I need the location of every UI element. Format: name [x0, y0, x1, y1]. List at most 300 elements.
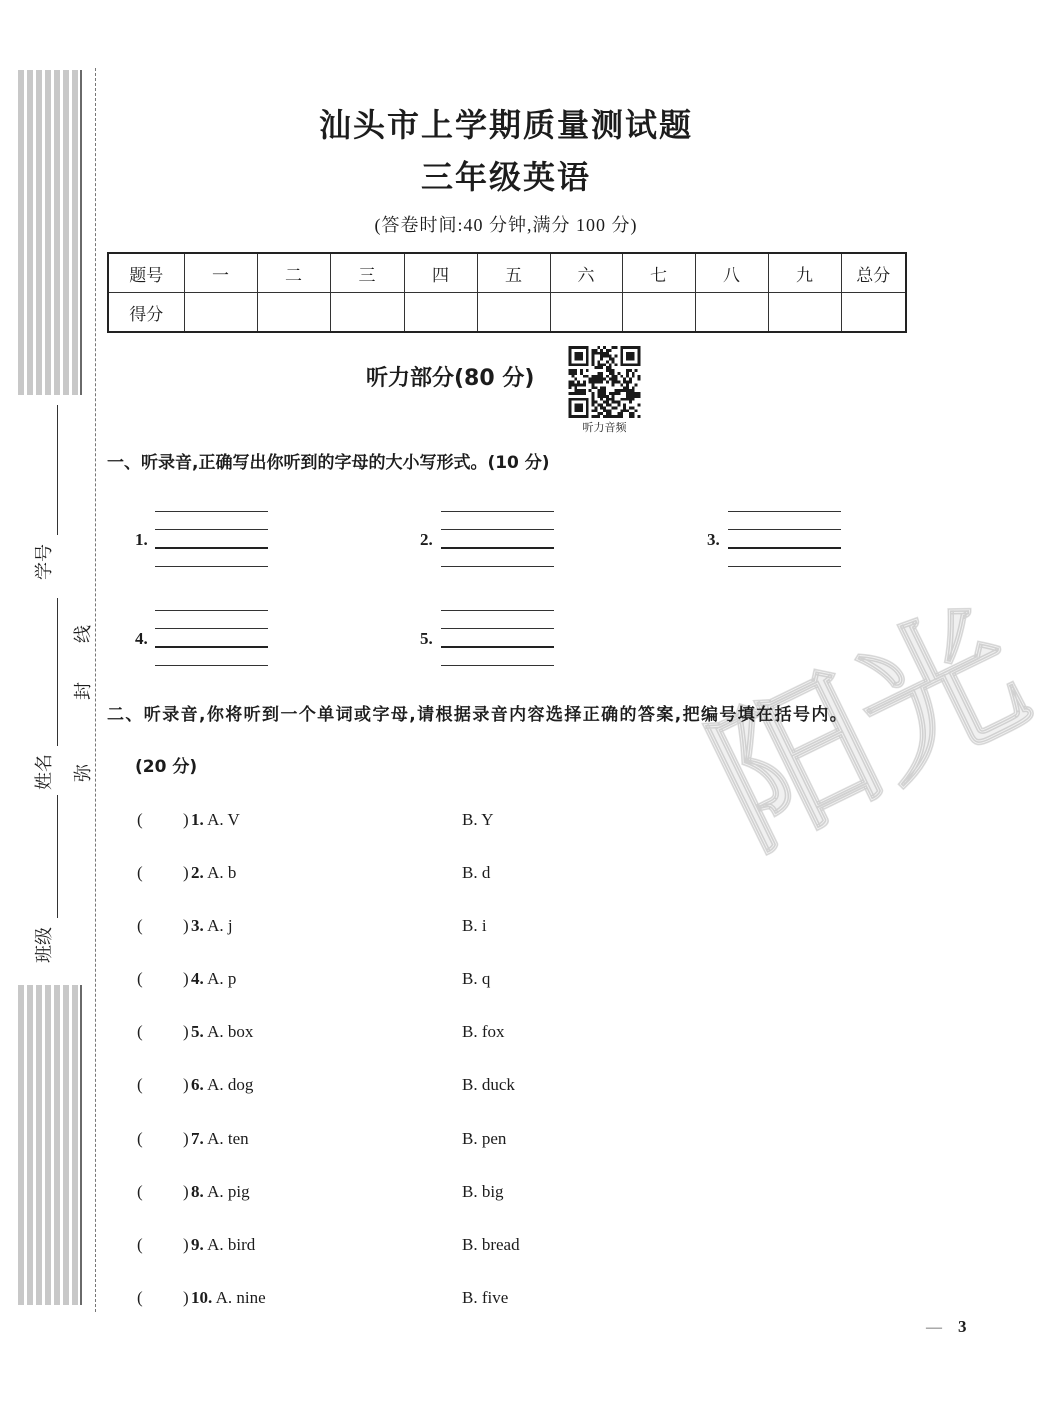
qr-module: [612, 395, 615, 398]
qr-module: [574, 392, 577, 395]
item-number: 5.: [420, 629, 433, 648]
score-cell: [841, 293, 906, 333]
qr-module: [620, 358, 623, 361]
qr-module: [629, 346, 632, 349]
qr-module: [623, 378, 626, 381]
qr-module: [569, 363, 572, 366]
qr-module: [629, 401, 632, 404]
margin-stripe-top: [18, 70, 82, 395]
qr-module: [592, 395, 595, 398]
qr-module: [574, 372, 577, 375]
qr-module: [597, 415, 600, 418]
name-line: [57, 598, 58, 746]
option-b: B. five: [462, 1288, 509, 1307]
option-a: A. nine: [215, 1288, 266, 1307]
answer-bracket-open: (: [137, 1129, 143, 1148]
qr-module: [606, 401, 609, 404]
item-number: 3.: [707, 530, 720, 549]
qr-module: [569, 349, 572, 352]
qr-module: [623, 389, 626, 392]
score-cell: [477, 293, 550, 333]
qr-module: [580, 409, 583, 412]
qr-module: [626, 369, 629, 372]
qr-module: [629, 398, 632, 401]
answer-bracket-open: (: [137, 1022, 143, 1041]
qr-module: [609, 412, 612, 415]
class-label: 班级: [34, 927, 55, 963]
qr-module: [583, 363, 586, 366]
qr-module: [577, 404, 580, 407]
option-a: A. pig: [207, 1182, 250, 1201]
writing-line: [441, 646, 554, 648]
seal-char: 弥: [73, 764, 94, 782]
qr-module: [597, 378, 600, 381]
qr-module: [580, 415, 583, 418]
qr-module: [600, 395, 603, 398]
option-a: A. p: [207, 969, 237, 988]
answer-bracket-close: ): [183, 863, 189, 882]
qr-module: [638, 346, 641, 349]
qr-module: [594, 406, 597, 409]
qr-module: [569, 355, 572, 358]
qr-module: [597, 381, 600, 384]
qr-module: [592, 404, 595, 407]
qr-module: [638, 392, 641, 395]
watermark-text: 阳光: [686, 576, 1051, 881]
qr-module: [632, 415, 635, 418]
qr-module: [580, 406, 583, 409]
qr-module: [623, 409, 626, 412]
qr-module: [574, 406, 577, 409]
writing-grid: [441, 610, 554, 667]
option-a: A. V: [207, 810, 240, 829]
qr-module: [626, 386, 629, 389]
qr-module: [632, 375, 635, 378]
qr-module: [592, 355, 595, 358]
qr-module: [609, 378, 612, 381]
writing-line: [155, 566, 268, 567]
qr-module: [603, 378, 606, 381]
qr-module: [629, 415, 632, 418]
answer-bracket-close: ): [183, 1129, 189, 1148]
option-b: B. bread: [462, 1235, 520, 1254]
margin-stripe-bottom: [18, 985, 82, 1305]
qr-module: [586, 349, 589, 352]
score-header-cell: 总分: [841, 253, 906, 293]
qr-module: [617, 372, 620, 375]
qr-module: [606, 404, 609, 407]
qr-module: [574, 383, 577, 386]
qr-module: [569, 381, 572, 384]
qr-module: [569, 372, 572, 375]
score-cell: [695, 293, 768, 333]
answer-bracket-close: ): [183, 1022, 189, 1041]
qr-module: [626, 389, 629, 392]
option-a: A. j: [207, 916, 233, 935]
question-row: [135, 914, 735, 938]
qr-module: [597, 372, 600, 375]
qr-module: [603, 415, 606, 418]
qr-module: [632, 386, 635, 389]
qr-module: [580, 358, 583, 361]
qr-module: [617, 412, 620, 415]
qr-module: [600, 355, 603, 358]
qr-module: [594, 352, 597, 355]
qr-module: [612, 358, 615, 361]
qr-module: [580, 398, 583, 401]
qr-module: [635, 392, 638, 395]
qr-module: [609, 392, 612, 395]
qr-module: [626, 363, 629, 366]
answer-bracket-close: ): [183, 1288, 189, 1307]
answer-bracket-open: (: [137, 810, 143, 829]
qr-module: [586, 409, 589, 412]
qr-module: [577, 406, 580, 409]
qr-module: [571, 363, 574, 366]
qr-module: [600, 372, 603, 375]
qr-module: [592, 409, 595, 412]
qr-module: [609, 363, 612, 366]
qr-module: [574, 409, 577, 412]
qr-module: [577, 358, 580, 361]
qr-module: [569, 346, 572, 349]
qr-module: [569, 369, 572, 372]
qr-module: [620, 409, 623, 412]
qr-module: [620, 355, 623, 358]
student-id-line: [57, 405, 58, 535]
score-header-cell: 三: [330, 253, 404, 293]
answer-bracket-open: (: [137, 916, 143, 935]
qr-module: [586, 398, 589, 401]
qr-module: [594, 381, 597, 384]
option-b: B. pen: [462, 1129, 507, 1148]
writing-line: [441, 610, 554, 611]
qr-module: [577, 409, 580, 412]
score-header-cell: 八: [695, 253, 768, 293]
qr-module: [580, 392, 583, 395]
qr-module: [594, 375, 597, 378]
qr-module: [597, 412, 600, 415]
score-header-cell: 七: [622, 253, 695, 293]
qr-module: [577, 389, 580, 392]
answer-bracket-open: (: [137, 969, 143, 988]
question-row: [135, 1020, 735, 1044]
qr-module: [586, 363, 589, 366]
qr-module: [615, 355, 618, 358]
answer-bracket-open: (: [137, 1182, 143, 1201]
qr-module: [638, 363, 641, 366]
writing-line: [441, 511, 554, 512]
qr-module: [620, 398, 623, 401]
qr-module: [577, 346, 580, 349]
qr-module: [569, 392, 572, 395]
qr-module: [629, 369, 632, 372]
qr-module: [574, 369, 577, 372]
score-header-cell: 六: [550, 253, 622, 293]
qr-module: [615, 363, 618, 366]
qr-module: [571, 398, 574, 401]
score-cell: [768, 293, 841, 333]
qr-module: [609, 355, 612, 358]
qr-module: [626, 355, 629, 358]
qr-module: [589, 378, 592, 381]
qr-module: [583, 392, 586, 395]
qr-module: [600, 352, 603, 355]
qr-module: [569, 415, 572, 418]
qr-module: [623, 386, 626, 389]
qr-module: [574, 398, 577, 401]
qr-module: [577, 415, 580, 418]
qr-module: [606, 355, 609, 358]
qr-module: [600, 389, 603, 392]
qr-module: [632, 406, 635, 409]
qr-module: [620, 412, 623, 415]
qr-module: [632, 398, 635, 401]
question-row: [135, 1286, 735, 1310]
qr-module: [574, 404, 577, 407]
qr-module: [592, 358, 595, 361]
qr-module: [569, 360, 572, 363]
qr-module: [609, 358, 612, 361]
qr-module: [615, 381, 618, 384]
option-a: A. dog: [207, 1075, 254, 1094]
qr-module: [623, 346, 626, 349]
qr-module: [629, 392, 632, 395]
qr-module: [592, 386, 595, 389]
qr-module: [597, 404, 600, 407]
option-b: B. d: [462, 863, 491, 882]
qr-module: [609, 366, 612, 369]
qr-module: [635, 383, 638, 386]
qr-module: [629, 378, 632, 381]
qr-module: [600, 363, 603, 366]
qr-module: [620, 415, 623, 418]
writing-line: [155, 547, 268, 549]
qr-module: [597, 352, 600, 355]
qr-module: [580, 369, 583, 372]
qr-module: [577, 355, 580, 358]
qr-module: [571, 415, 574, 418]
qr-module: [594, 401, 597, 404]
qr-module: [623, 406, 626, 409]
qr-module: [600, 349, 603, 352]
qr-module: [574, 386, 577, 389]
qr-module: [577, 352, 580, 355]
qr-module: [577, 392, 580, 395]
qr-module: [635, 346, 638, 349]
qr-module: [626, 395, 629, 398]
qr-module: [632, 395, 635, 398]
item-number: 1.: [135, 530, 148, 549]
qr-module: [612, 406, 615, 409]
writing-line: [441, 547, 554, 549]
question-row: [135, 1073, 735, 1097]
qr-module: [606, 409, 609, 412]
score-header-cell: 四: [404, 253, 477, 293]
answer-bracket-close: ): [183, 810, 189, 829]
qr-module: [620, 346, 623, 349]
question-row: [135, 861, 735, 885]
qr-module: [592, 392, 595, 395]
option-b: B. duck: [462, 1075, 515, 1094]
question-number: 5.: [191, 1022, 204, 1041]
qr-module: [632, 363, 635, 366]
qr-module: [580, 404, 583, 407]
qr-module: [606, 366, 609, 369]
qr-module: [620, 363, 623, 366]
qr-module: [606, 349, 609, 352]
score-header-cell: 二: [257, 253, 330, 293]
qr-module: [617, 415, 620, 418]
qr-module: [632, 346, 635, 349]
question-number: 8.: [191, 1182, 204, 1201]
qr-module: [580, 363, 583, 366]
qr-module: [612, 392, 615, 395]
qr-module: [586, 412, 589, 415]
score-table: [107, 252, 907, 333]
qr-module: [583, 389, 586, 392]
qr-module: [612, 401, 615, 404]
qr-module: [635, 363, 638, 366]
qr-module: [586, 401, 589, 404]
qr-module: [620, 349, 623, 352]
qr-module: [615, 389, 618, 392]
page-number: 3: [958, 1317, 967, 1336]
qr-module: [600, 378, 603, 381]
qr-module: [600, 412, 603, 415]
qr-module: [638, 355, 641, 358]
qr-module: [609, 369, 612, 372]
qr-module: [632, 389, 635, 392]
qr-module: [571, 381, 574, 384]
qr-module: [571, 375, 574, 378]
qr-module: [606, 375, 609, 378]
question-number: 10.: [191, 1288, 213, 1307]
qr-module: [609, 349, 612, 352]
qr-module: [597, 395, 600, 398]
score-header-cell: 题号: [108, 253, 184, 293]
answer-bracket-close: ): [183, 1182, 189, 1201]
answer-bracket-close: ): [183, 916, 189, 935]
qr-module: [594, 386, 597, 389]
qr-module: [629, 406, 632, 409]
qr-module: [589, 381, 592, 384]
answer-bracket-open: (: [137, 863, 143, 882]
qr-module: [632, 412, 635, 415]
qr-module: [612, 372, 615, 375]
qr-module: [638, 415, 641, 418]
qr-module: [603, 401, 606, 404]
qr-module: [583, 381, 586, 384]
qr-module: [569, 386, 572, 389]
qr-module: [597, 375, 600, 378]
qr-module: [606, 369, 609, 372]
qr-module: [612, 415, 615, 418]
qr-module: [606, 352, 609, 355]
qr-module: [632, 352, 635, 355]
qr-module: [592, 363, 595, 366]
qr-module: [594, 409, 597, 412]
score-cell: [330, 293, 404, 333]
item-number: 4.: [135, 629, 148, 648]
qr-module: [626, 383, 629, 386]
section1-heading: 一、听录音,正确写出你听到的字母的大小写形式。(10 分): [107, 453, 550, 473]
writing-line: [155, 646, 268, 648]
qr-module: [617, 392, 620, 395]
qr-module: [594, 378, 597, 381]
student-id-label: 学号: [34, 544, 55, 580]
exam-info: (答卷时间:40 分钟,满分 100 分): [374, 215, 638, 235]
writing-line: [155, 511, 268, 512]
option-b: B. q: [462, 969, 491, 988]
qr-module: [603, 355, 606, 358]
page-number-dash: —: [926, 1319, 942, 1336]
score-header-cell: 一: [184, 253, 257, 293]
qr-module: [600, 386, 603, 389]
qr-module: [638, 378, 641, 381]
option-a: A. box: [207, 1022, 254, 1041]
qr-module: [586, 369, 589, 372]
qr-module: [606, 415, 609, 418]
exam-title: 汕头市上学期质量测试题: [318, 106, 693, 144]
qr-module: [635, 409, 638, 412]
question-number: 2.: [191, 863, 204, 882]
option-b: B. big: [462, 1182, 504, 1201]
qr-module: [592, 415, 595, 418]
name-label: 姓名: [34, 754, 55, 790]
answer-bracket-close: ): [183, 969, 189, 988]
qr-module: [615, 375, 618, 378]
qr-module: [620, 383, 623, 386]
qr-module: [612, 369, 615, 372]
qr-code-icon: [568, 346, 641, 418]
qr-module: [586, 352, 589, 355]
qr-module: [603, 389, 606, 392]
qr-module: [577, 383, 580, 386]
qr-module: [571, 372, 574, 375]
qr-module: [638, 358, 641, 361]
qr-module: [574, 415, 577, 418]
qr-module: [612, 375, 615, 378]
qr-module: [635, 395, 638, 398]
qr-module: [629, 395, 632, 398]
qr-module: [626, 358, 629, 361]
qr-module: [629, 363, 632, 366]
qr-module: [638, 352, 641, 355]
question-row: [135, 967, 735, 991]
qr-module: [603, 386, 606, 389]
question-row: [135, 808, 735, 832]
qr-module: [612, 360, 615, 363]
qr-caption: 听力音频: [582, 421, 627, 434]
qr-module: [612, 378, 615, 381]
qr-module: [638, 375, 641, 378]
qr-module: [626, 346, 629, 349]
exam-subtitle: 三年级英语: [420, 158, 591, 196]
question-number: 4.: [191, 969, 204, 988]
writing-line: [728, 511, 841, 512]
qr-module: [629, 358, 632, 361]
listening-heading: 听力部分(80 分): [366, 366, 535, 391]
qr-module: [583, 383, 586, 386]
qr-module: [580, 355, 583, 358]
qr-module: [623, 404, 626, 407]
score-row-label: 得分: [108, 293, 184, 333]
qr-module: [609, 372, 612, 375]
qr-module: [629, 352, 632, 355]
qr-module: [592, 401, 595, 404]
qr-module: [592, 360, 595, 363]
